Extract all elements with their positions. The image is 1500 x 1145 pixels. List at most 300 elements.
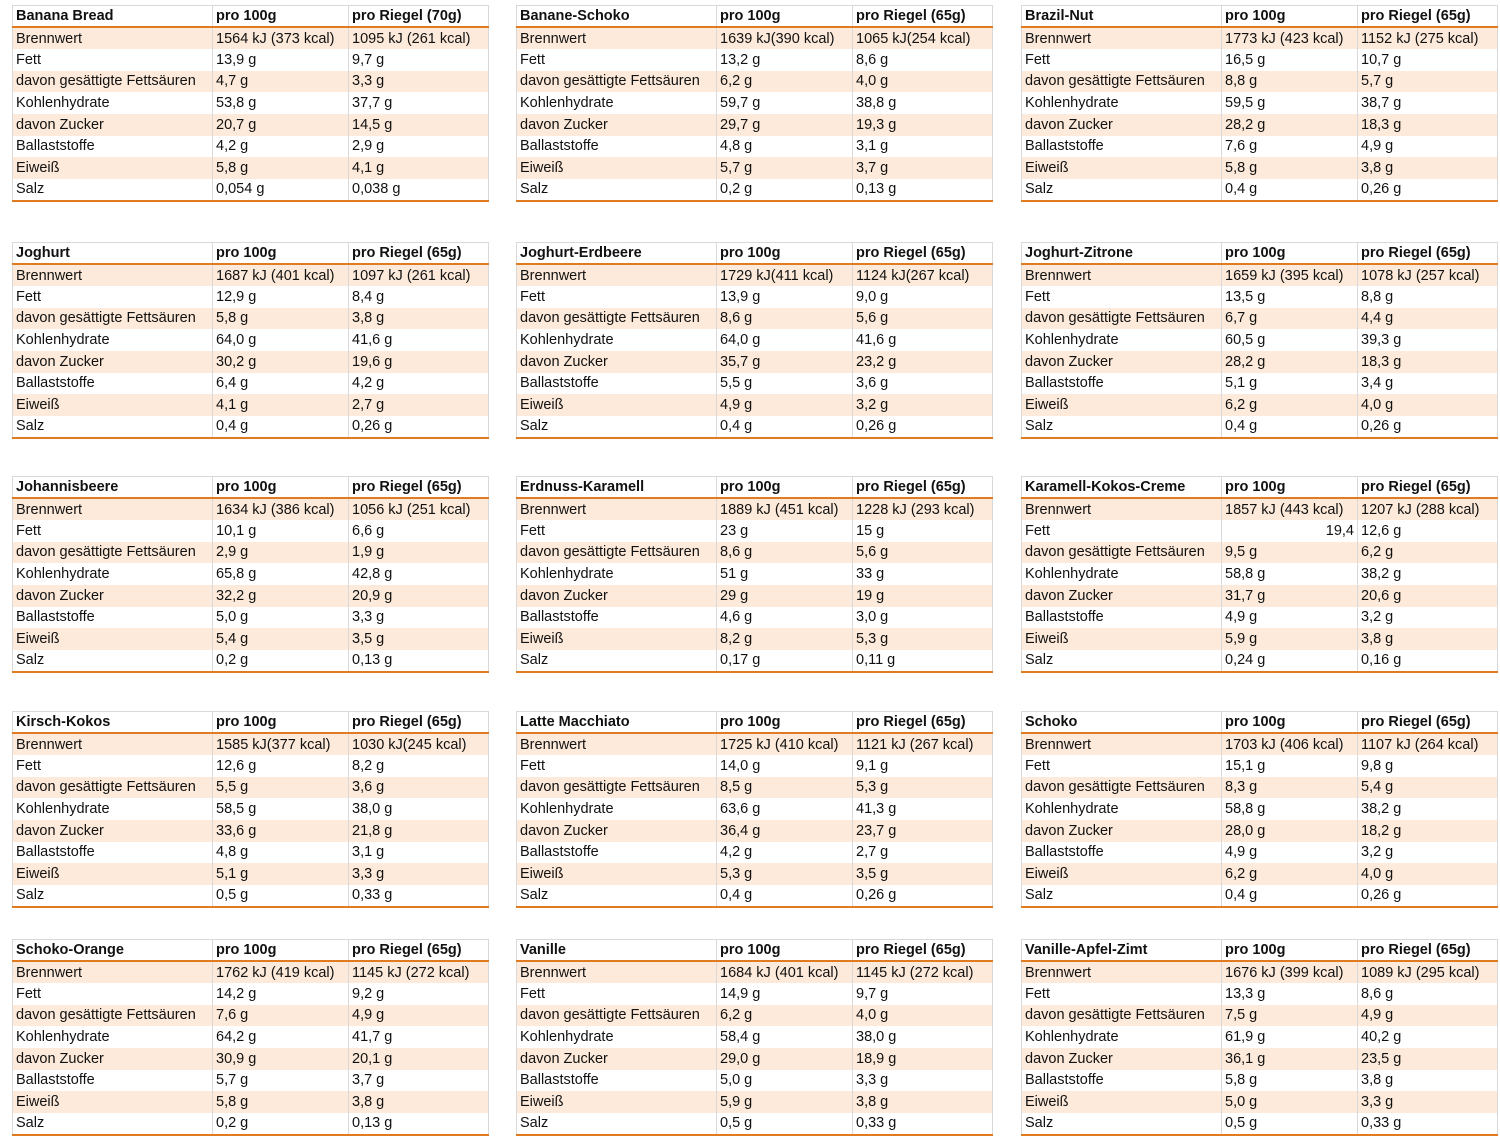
value-per-bar: 8,6 g — [853, 49, 993, 71]
nutrient-label: Salz — [13, 416, 213, 438]
nutrient-label: Ballaststoffe — [13, 1070, 213, 1092]
value-per-bar: 3,8 g — [1358, 157, 1498, 179]
value-per-100g: 6,2 g — [1222, 394, 1358, 416]
table-row — [517, 650, 993, 672]
value-per-100g: 59,7 g — [717, 92, 853, 114]
value-per-100g: 0,4 g — [717, 416, 853, 438]
product-name: Banane-Schoko — [517, 6, 717, 28]
value-per-bar: 20,1 g — [349, 1048, 489, 1070]
value-per-bar: 1107 kJ (264 kcal) — [1358, 733, 1498, 755]
nutrient-label: davon Zucker — [1022, 351, 1222, 373]
table-row — [1022, 27, 1498, 49]
value-per-100g: 1676 kJ (399 kcal) — [1222, 961, 1358, 983]
value-per-100g: 35,7 g — [717, 351, 853, 373]
table-row — [517, 563, 993, 585]
value-per-bar: 20,9 g — [349, 585, 489, 607]
table-row — [517, 863, 993, 885]
nutrient-label: Kohlenhydrate — [517, 798, 717, 820]
table-row — [1022, 607, 1498, 629]
value-per-100g: 1725 kJ (410 kcal) — [717, 733, 853, 755]
value-per-bar: 0,26 g — [1358, 885, 1498, 907]
value-per-100g: 4,9 g — [1222, 607, 1358, 629]
table-row — [1022, 92, 1498, 114]
value-per-bar: 8,8 g — [1358, 286, 1498, 308]
table-row — [13, 264, 489, 286]
table-row — [1022, 71, 1498, 93]
table-row — [13, 755, 489, 777]
table-row — [1022, 563, 1498, 585]
value-per-bar: 1095 kJ (261 kcal) — [349, 27, 489, 49]
table-row — [1022, 755, 1498, 777]
value-per-bar: 1145 kJ (272 kcal) — [349, 961, 489, 983]
header-per-100g: pro 100g — [213, 6, 349, 28]
value-per-bar: 3,6 g — [349, 777, 489, 799]
nutrient-label: Kohlenhydrate — [1022, 798, 1222, 820]
nutrient-label: Fett — [13, 520, 213, 542]
nutrient-label: Salz — [13, 885, 213, 907]
value-per-100g: 0,2 g — [717, 179, 853, 201]
table-row — [517, 416, 993, 438]
value-per-100g: 5,3 g — [717, 863, 853, 885]
value-per-bar: 12,6 g — [1358, 520, 1498, 542]
table-row — [517, 1091, 993, 1113]
nutrient-label: davon gesättigte Fettsäuren — [13, 777, 213, 799]
nutrient-label: Ballaststoffe — [517, 136, 717, 158]
table-row — [1022, 1113, 1498, 1135]
table-row — [13, 628, 489, 650]
table-row — [1022, 264, 1498, 286]
value-per-100g: 1773 kJ (423 kcal) — [1222, 27, 1358, 49]
nutrient-label: Eiweiß — [1022, 157, 1222, 179]
value-per-100g: 1585 kJ(377 kcal) — [213, 733, 349, 755]
value-per-100g: 4,8 g — [717, 136, 853, 158]
table-row — [1022, 373, 1498, 395]
value-per-100g: 59,5 g — [1222, 92, 1358, 114]
value-per-bar: 5,3 g — [853, 628, 993, 650]
value-per-bar: 3,0 g — [853, 607, 993, 629]
value-per-100g: 5,7 g — [717, 157, 853, 179]
header-per-100g: pro 100g — [1222, 6, 1358, 28]
value-per-100g: 0,4 g — [1222, 416, 1358, 438]
value-per-100g: 16,5 g — [1222, 49, 1358, 71]
value-per-100g: 14,9 g — [717, 983, 853, 1005]
value-per-100g: 1687 kJ (401 kcal) — [213, 264, 349, 286]
nutrient-label: Salz — [1022, 885, 1222, 907]
nutrient-label: davon Zucker — [1022, 585, 1222, 607]
nutrient-label: davon gesättigte Fettsäuren — [517, 308, 717, 330]
value-per-100g: 6,4 g — [213, 373, 349, 395]
table-row — [517, 820, 993, 842]
header-per-bar: pro Riegel (65g) — [349, 712, 489, 734]
nutrition-table — [516, 242, 993, 439]
value-per-100g: 2,9 g — [213, 542, 349, 564]
value-per-bar: 39,3 g — [1358, 329, 1498, 351]
value-per-bar: 0,13 g — [853, 179, 993, 201]
nutrient-label: Brennwert — [1022, 498, 1222, 520]
nutrient-label: davon gesättigte Fettsäuren — [517, 777, 717, 799]
product-name: Erdnuss-Karamell — [517, 477, 717, 499]
nutrient-label: Eiweiß — [517, 394, 717, 416]
nutrition-table — [12, 711, 489, 908]
header-per-bar: pro Riegel (65g) — [1358, 940, 1498, 962]
nutrient-label: Ballaststoffe — [1022, 842, 1222, 864]
value-per-100g: 36,1 g — [1222, 1048, 1358, 1070]
nutrient-label: Fett — [1022, 755, 1222, 777]
table-row — [1022, 329, 1498, 351]
value-per-bar: 38,2 g — [1358, 798, 1498, 820]
value-per-100g: 58,8 g — [1222, 563, 1358, 585]
value-per-100g: 5,8 g — [213, 157, 349, 179]
value-per-bar: 38,8 g — [853, 92, 993, 114]
table-row — [517, 27, 993, 49]
nutrient-label: davon Zucker — [1022, 1048, 1222, 1070]
table-row — [13, 1091, 489, 1113]
value-per-100g: 6,2 g — [717, 71, 853, 93]
nutrient-label: davon Zucker — [517, 585, 717, 607]
table-row — [1022, 542, 1498, 564]
value-per-100g: 58,4 g — [717, 1026, 853, 1048]
nutrient-label: Eiweiß — [13, 1091, 213, 1113]
nutrient-label: Ballaststoffe — [1022, 607, 1222, 629]
table-row — [517, 329, 993, 351]
value-per-100g: 1564 kJ (373 kcal) — [213, 27, 349, 49]
value-per-100g: 5,5 g — [213, 777, 349, 799]
table-row — [1022, 1048, 1498, 1070]
nutrient-label: Brennwert — [1022, 961, 1222, 983]
table-row — [13, 777, 489, 799]
value-per-100g: 5,7 g — [213, 1070, 349, 1092]
value-per-100g: 30,2 g — [213, 351, 349, 373]
value-per-bar: 3,7 g — [349, 1070, 489, 1092]
nutrient-label: Brennwert — [13, 498, 213, 520]
nutrient-label: Fett — [13, 983, 213, 1005]
nutrient-label: Eiweiß — [517, 628, 717, 650]
nutrient-label: Fett — [13, 49, 213, 71]
header-per-100g: pro 100g — [1222, 243, 1358, 265]
table-row — [13, 71, 489, 93]
value-per-100g: 30,9 g — [213, 1048, 349, 1070]
nutrient-label: Brennwert — [1022, 733, 1222, 755]
value-per-bar: 41,7 g — [349, 1026, 489, 1048]
value-per-100g: 31,7 g — [1222, 585, 1358, 607]
table-row — [517, 373, 993, 395]
table-row — [517, 585, 993, 607]
value-per-100g: 12,6 g — [213, 755, 349, 777]
product-name: Vanille-Apfel-Zimt — [1022, 940, 1222, 962]
value-per-bar: 38,2 g — [1358, 563, 1498, 585]
nutrient-label: davon Zucker — [517, 820, 717, 842]
nutrient-label: Salz — [517, 179, 717, 201]
nutrition-table — [12, 476, 489, 673]
value-per-bar: 14,5 g — [349, 114, 489, 136]
table-row — [13, 650, 489, 672]
value-per-100g: 28,0 g — [1222, 820, 1358, 842]
value-per-100g: 5,4 g — [213, 628, 349, 650]
table-header-row — [517, 243, 993, 265]
value-per-bar: 23,5 g — [1358, 1048, 1498, 1070]
header-per-bar: pro Riegel (65g) — [853, 940, 993, 962]
table-row — [517, 136, 993, 158]
value-per-bar: 1121 kJ (267 kcal) — [853, 733, 993, 755]
value-per-100g: 64,2 g — [213, 1026, 349, 1048]
nutrient-label: Fett — [13, 286, 213, 308]
header-per-bar: pro Riegel (65g) — [853, 477, 993, 499]
value-per-100g: 4,1 g — [213, 394, 349, 416]
table-row — [1022, 863, 1498, 885]
table-row — [13, 49, 489, 71]
value-per-100g: 1762 kJ (419 kcal) — [213, 961, 349, 983]
nutrient-label: davon gesättigte Fettsäuren — [13, 71, 213, 93]
table-row — [1022, 983, 1498, 1005]
nutrient-label: Brennwert — [517, 733, 717, 755]
nutrient-label: Brennwert — [13, 27, 213, 49]
value-per-bar: 4,0 g — [1358, 863, 1498, 885]
table-row — [517, 498, 993, 520]
value-per-bar: 3,8 g — [1358, 1070, 1498, 1092]
value-per-100g: 12,9 g — [213, 286, 349, 308]
value-per-bar: 3,1 g — [853, 136, 993, 158]
nutrient-label: davon Zucker — [13, 1048, 213, 1070]
value-per-100g: 6,2 g — [1222, 863, 1358, 885]
product-name: Joghurt-Zitrone — [1022, 243, 1222, 265]
value-per-bar: 0,11 g — [853, 650, 993, 672]
value-per-bar: 4,9 g — [1358, 1005, 1498, 1027]
nutrient-label: Fett — [1022, 983, 1222, 1005]
table-header-row — [517, 940, 993, 962]
table-row — [13, 286, 489, 308]
table-row — [13, 416, 489, 438]
value-per-bar: 6,2 g — [1358, 542, 1498, 564]
value-per-100g: 32,2 g — [213, 585, 349, 607]
value-per-bar: 15 g — [853, 520, 993, 542]
value-per-bar: 1,9 g — [349, 542, 489, 564]
nutrient-label: Kohlenhydrate — [13, 563, 213, 585]
header-per-bar: pro Riegel (65g) — [349, 940, 489, 962]
nutrient-label: davon Zucker — [13, 351, 213, 373]
value-per-100g: 33,6 g — [213, 820, 349, 842]
nutrition-table — [1021, 242, 1498, 439]
table-row — [13, 308, 489, 330]
table-row — [1022, 1091, 1498, 1113]
value-per-bar: 1078 kJ (257 kcal) — [1358, 264, 1498, 286]
value-per-bar: 0,26 g — [1358, 179, 1498, 201]
header-per-bar: pro Riegel (65g) — [1358, 477, 1498, 499]
table-row — [13, 863, 489, 885]
value-per-bar: 0,26 g — [1358, 416, 1498, 438]
nutrient-label: Fett — [517, 520, 717, 542]
value-per-100g: 8,6 g — [717, 308, 853, 330]
value-per-100g: 29 g — [717, 585, 853, 607]
value-per-100g: 65,8 g — [213, 563, 349, 585]
header-per-bar: pro Riegel (65g) — [853, 712, 993, 734]
value-per-bar: 3,2 g — [1358, 607, 1498, 629]
table-row — [13, 329, 489, 351]
table-header-row — [13, 243, 489, 265]
table-row — [517, 49, 993, 71]
nutrient-label: Eiweiß — [1022, 628, 1222, 650]
value-per-bar: 1030 kJ(245 kcal) — [349, 733, 489, 755]
nutrient-label: Salz — [1022, 650, 1222, 672]
nutrient-label: Eiweiß — [517, 863, 717, 885]
nutrient-label: Kohlenhydrate — [13, 798, 213, 820]
value-per-bar: 3,5 g — [853, 863, 993, 885]
value-per-100g: 64,0 g — [717, 329, 853, 351]
value-per-bar: 1056 kJ (251 kcal) — [349, 498, 489, 520]
value-per-100g: 0,4 g — [1222, 885, 1358, 907]
value-per-100g: 1639 kJ(390 kcal) — [717, 27, 853, 49]
value-per-bar: 21,8 g — [349, 820, 489, 842]
value-per-bar: 4,9 g — [1358, 136, 1498, 158]
table-row — [517, 71, 993, 93]
nutrient-label: Brennwert — [1022, 264, 1222, 286]
table-row — [517, 157, 993, 179]
table-row — [517, 351, 993, 373]
table-row — [517, 1048, 993, 1070]
table-header-row — [1022, 712, 1498, 734]
value-per-100g: 29,0 g — [717, 1048, 853, 1070]
table-row — [1022, 351, 1498, 373]
table-row — [517, 983, 993, 1005]
value-per-100g: 5,8 g — [213, 1091, 349, 1113]
nutrient-label: Salz — [1022, 1113, 1222, 1135]
value-per-bar: 5,6 g — [853, 542, 993, 564]
value-per-100g: 8,2 g — [717, 628, 853, 650]
nutrient-label: davon Zucker — [1022, 114, 1222, 136]
product-name: Johannisbeere — [13, 477, 213, 499]
product-name: Schoko — [1022, 712, 1222, 734]
table-row — [517, 286, 993, 308]
value-per-100g: 0,4 g — [213, 416, 349, 438]
nutrient-label: davon Zucker — [517, 114, 717, 136]
nutrient-label: Brennwert — [517, 961, 717, 983]
header-per-100g: pro 100g — [213, 477, 349, 499]
value-per-100g: 0,054 g — [213, 179, 349, 201]
table-row — [1022, 650, 1498, 672]
nutrient-label: davon Zucker — [517, 1048, 717, 1070]
value-per-bar: 4,9 g — [349, 1005, 489, 1027]
nutrient-label: Kohlenhydrate — [517, 563, 717, 585]
nutrient-label: Fett — [517, 286, 717, 308]
nutrient-label: Brennwert — [517, 27, 717, 49]
header-per-100g: pro 100g — [1222, 477, 1358, 499]
value-per-100g: 0,4 g — [717, 885, 853, 907]
product-name: Joghurt-Erdbeere — [517, 243, 717, 265]
value-per-100g: 4,2 g — [717, 842, 853, 864]
nutrient-label: Kohlenhydrate — [1022, 92, 1222, 114]
value-per-bar: 3,8 g — [349, 1091, 489, 1113]
nutrient-label: Kohlenhydrate — [1022, 329, 1222, 351]
table-row — [1022, 885, 1498, 907]
value-per-100g: 51 g — [717, 563, 853, 585]
nutrient-label: davon gesättigte Fettsäuren — [13, 542, 213, 564]
value-per-bar: 18,3 g — [1358, 351, 1498, 373]
value-per-bar: 18,3 g — [1358, 114, 1498, 136]
value-per-bar: 1089 kJ (295 kcal) — [1358, 961, 1498, 983]
value-per-bar: 9,1 g — [853, 755, 993, 777]
nutrient-label: Kohlenhydrate — [13, 92, 213, 114]
value-per-bar: 18,2 g — [1358, 820, 1498, 842]
nutrient-label: Brennwert — [13, 961, 213, 983]
value-per-100g: 6,2 g — [717, 1005, 853, 1027]
nutrient-label: Eiweiß — [1022, 863, 1222, 885]
value-per-bar: 38,0 g — [853, 1026, 993, 1048]
table-row — [517, 114, 993, 136]
table-row — [13, 885, 489, 907]
value-per-bar: 8,6 g — [1358, 983, 1498, 1005]
table-row — [13, 373, 489, 395]
nutrition-table — [516, 711, 993, 908]
value-per-100g: 5,1 g — [213, 863, 349, 885]
product-name: Banana Bread — [13, 6, 213, 28]
nutrition-table — [516, 939, 993, 1136]
value-per-bar: 3,7 g — [853, 157, 993, 179]
table-row — [13, 157, 489, 179]
header-per-bar: pro Riegel (70g) — [349, 6, 489, 28]
table-row — [13, 92, 489, 114]
nutrient-label: Salz — [517, 650, 717, 672]
value-per-bar: 3,4 g — [1358, 373, 1498, 395]
value-per-100g: 5,0 g — [717, 1070, 853, 1092]
table-row — [13, 1005, 489, 1027]
header-per-100g: pro 100g — [213, 940, 349, 962]
table-row — [517, 179, 993, 201]
value-per-bar: 3,3 g — [349, 607, 489, 629]
table-row — [13, 585, 489, 607]
table-row — [517, 520, 993, 542]
nutrient-label: Fett — [517, 755, 717, 777]
table-row — [1022, 820, 1498, 842]
value-per-100g: 14,0 g — [717, 755, 853, 777]
nutrient-label: Fett — [13, 755, 213, 777]
nutrient-label: davon gesättigte Fettsäuren — [1022, 71, 1222, 93]
value-per-bar: 3,8 g — [349, 308, 489, 330]
value-per-bar: 4,0 g — [853, 71, 993, 93]
value-per-100g: 58,8 g — [1222, 798, 1358, 820]
nutrient-label: Salz — [517, 416, 717, 438]
table-row — [517, 607, 993, 629]
table-row — [517, 628, 993, 650]
nutrient-label: Ballaststoffe — [517, 607, 717, 629]
nutrient-label: davon Zucker — [13, 114, 213, 136]
table-row — [13, 1070, 489, 1092]
nutrient-label: davon gesättigte Fettsäuren — [517, 1005, 717, 1027]
table-header-row — [517, 6, 993, 28]
value-per-bar: 3,8 g — [853, 1091, 993, 1113]
nutrient-label: Salz — [1022, 179, 1222, 201]
value-per-100g: 0,2 g — [213, 1113, 349, 1135]
header-per-100g: pro 100g — [1222, 940, 1358, 962]
value-per-bar: 1145 kJ (272 kcal) — [853, 961, 993, 983]
value-per-bar: 38,7 g — [1358, 92, 1498, 114]
value-per-bar: 0,26 g — [349, 416, 489, 438]
nutrient-label: Kohlenhydrate — [13, 329, 213, 351]
table-row — [1022, 842, 1498, 864]
table-row — [517, 1026, 993, 1048]
nutrient-label: davon gesättigte Fettsäuren — [1022, 542, 1222, 564]
value-per-bar: 4,0 g — [1358, 394, 1498, 416]
value-per-bar: 3,6 g — [853, 373, 993, 395]
value-per-bar: 1065 kJ(254 kcal) — [853, 27, 993, 49]
value-per-bar: 42,8 g — [349, 563, 489, 585]
value-per-100g: 9,5 g — [1222, 542, 1358, 564]
value-per-100g: 13,9 g — [213, 49, 349, 71]
value-per-bar: 5,7 g — [1358, 71, 1498, 93]
nutrient-label: Ballaststoffe — [13, 373, 213, 395]
table-row — [13, 820, 489, 842]
nutrition-table — [516, 5, 993, 202]
table-row — [13, 983, 489, 1005]
value-per-100g: 36,4 g — [717, 820, 853, 842]
